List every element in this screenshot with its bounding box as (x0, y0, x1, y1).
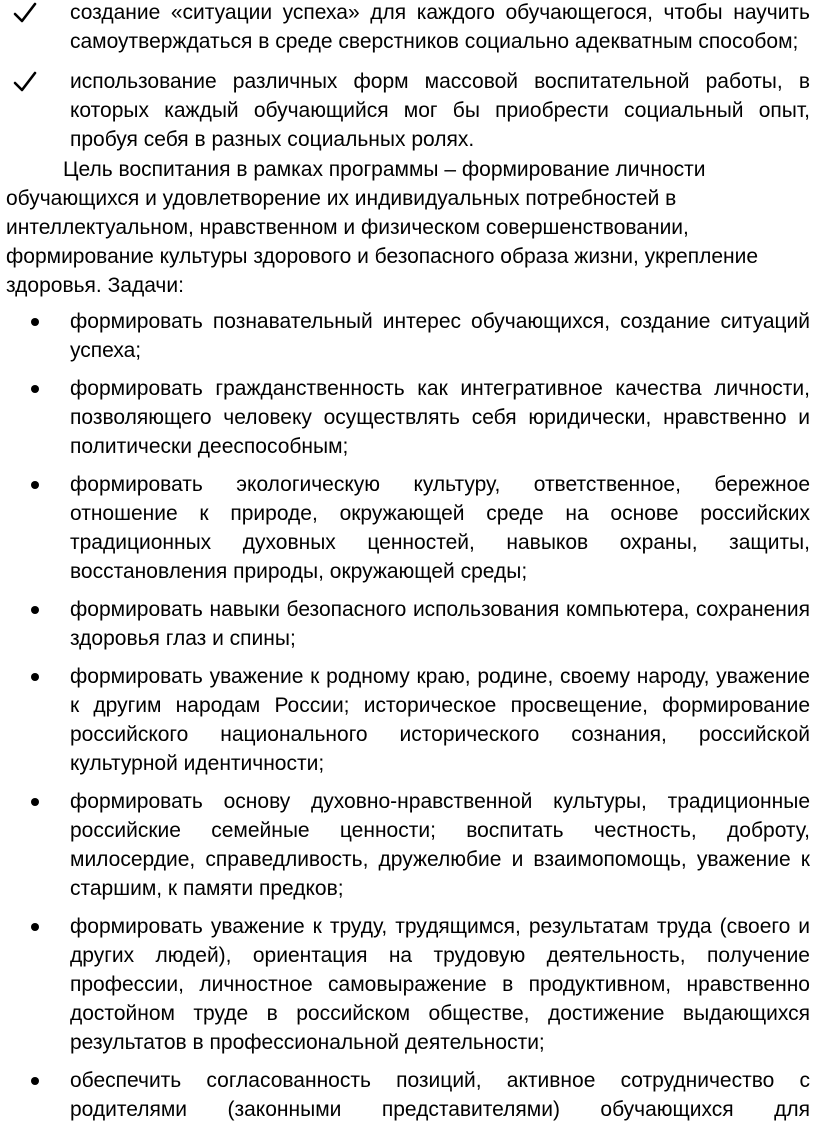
task-item (0, 374, 816, 461)
bullet-icon (31, 923, 39, 931)
check-list-item (0, 0, 816, 56)
check-list-item (0, 67, 816, 154)
task-text: формировать навыки безопасного использования компьютера, сохранения здоровья глаз и спины; (70, 598, 810, 650)
bullet-icon (31, 385, 39, 393)
task-item (0, 470, 816, 586)
goal-paragraph-text: Цель воспитания в рамках программы – формирование личности обучающихся и удовлетворение их индивидуальных потребностей в интеллектуальном, нравственном и физическом совершенствовании, формирование культуры здорового и безопасного образа жизни, укрепление здоровья. Задачи: (6, 158, 759, 297)
task-text: формировать гражданственность как интегративное качества личности, позволяющего человеку осуществлять себя юридически, нравственно и политически дееспособным; (70, 377, 810, 458)
check-item-text: использование различных форм массовой воспитательной работы, в которых каждый обучающийся мог бы приобрести социальный опыт, пробуя себя в разных социальных ролях. (70, 70, 810, 151)
bullet-icon (31, 318, 39, 326)
tasks-list (0, 307, 816, 1133)
goal-paragraph (6, 155, 786, 300)
task-item (0, 595, 816, 653)
bullet-icon (31, 606, 39, 614)
task-text: формировать уважение к труду, трудящимся, результатам труда (своего и других людей), ориентация на трудовую деятельность, получение профессии, личностное самовыражение в продуктивном, нравственно достойном труде в российском обществе, достижение выдающихся результатов в профессиональной деятельности; (70, 915, 810, 1054)
task-text: обеспечить согласованность позиций, активное сотрудничество с родителями (законными представителями) обучающихся для (70, 1069, 810, 1121)
bullet-icon (31, 673, 39, 681)
checkmark-list (0, 0, 816, 165)
task-item (0, 1066, 816, 1124)
bullet-icon (31, 798, 39, 806)
checkmark-icon (12, 0, 38, 26)
task-text: формировать познавательный интерес обучающихся, создание ситуаций успеха; (70, 310, 810, 362)
checkmark-icon (12, 69, 38, 95)
check-item-text: создание «ситуации успеха» для каждого обучающегося, чтобы научить самоутверждаться в среде сверстников социально адекватным способом; (70, 1, 810, 53)
task-text: формировать экологическую культуру, ответственное, бережное отношение к природе, окружающей среде на основе российских традиционных духовных ценностей, навыков охраны, защиты, восстановления природы, окружающей среды; (70, 473, 810, 583)
task-text: формировать уважение к родному краю, родине, своему народу, уважение к другим народам России; историческое просвещение, формирование российского национального исторического сознания, российской культурной идентичности; (70, 665, 810, 775)
task-item (0, 662, 816, 778)
task-item (0, 912, 816, 1057)
task-item (0, 307, 816, 365)
bullet-icon (31, 481, 39, 489)
bullet-icon (31, 1077, 39, 1085)
task-text: формировать основу духовно-нравственной культуры, традиционные российские семейные ценности; воспитать честность, доброту, милосердие, справедливость, дружелюбие и взаимопомощь, уважение к старшим, к памяти предков; (70, 790, 810, 900)
task-item (0, 787, 816, 903)
